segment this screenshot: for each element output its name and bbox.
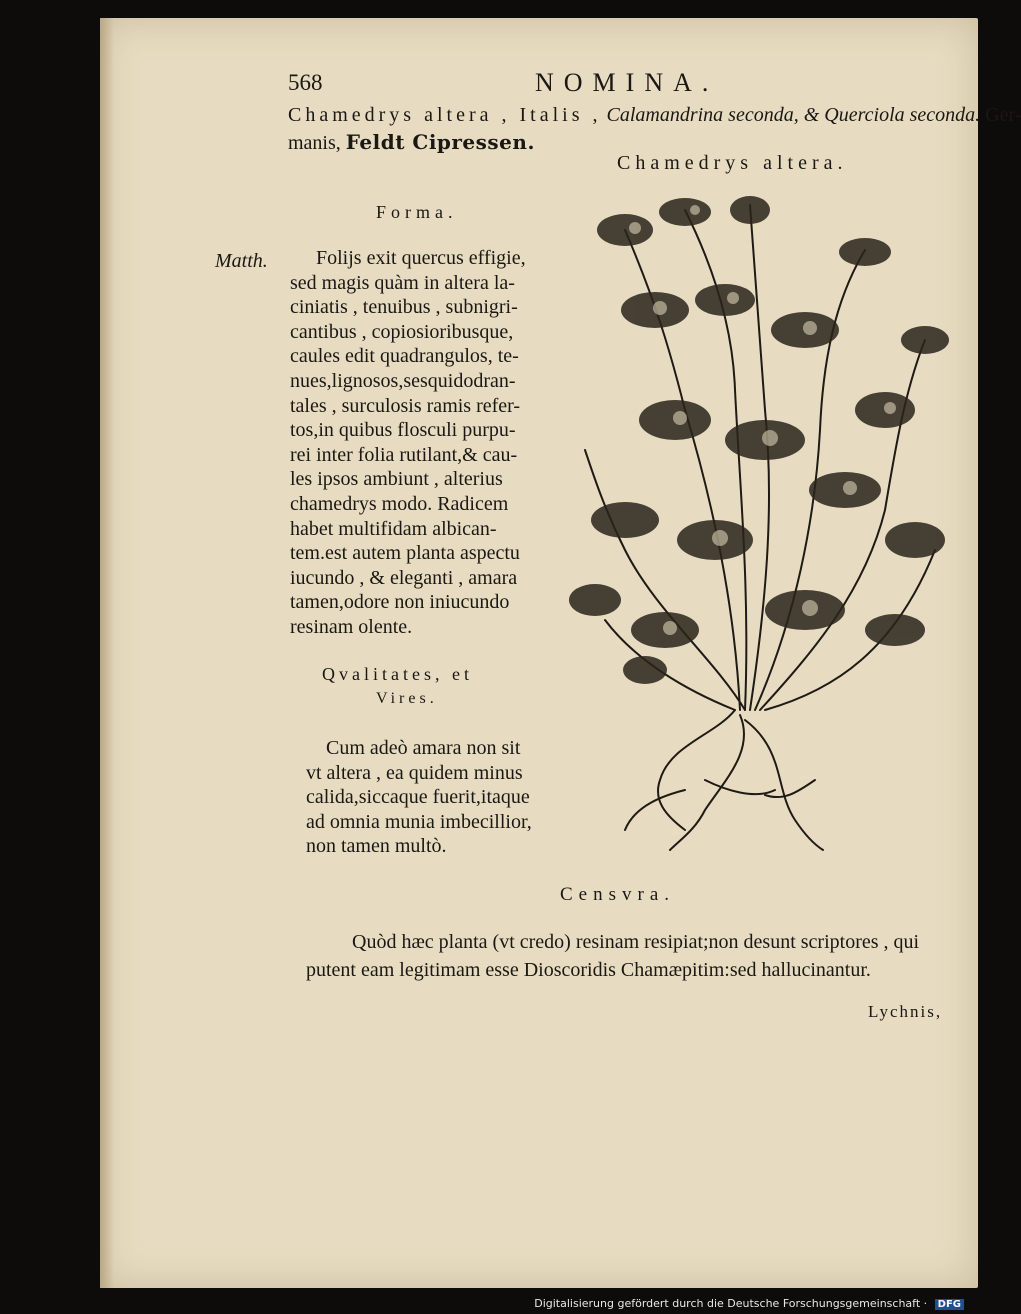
leaf-cluster — [591, 502, 659, 538]
forma-text — [290, 246, 560, 640]
root-line — [670, 715, 744, 850]
catchword: Lychnis, — [868, 1002, 943, 1021]
text-line: Folijs exit quercus effigie, — [316, 247, 526, 269]
forma-heading: Forma. — [376, 202, 458, 222]
text-line: Quòd hæc planta (vt credo) resinam resipiat;non desunt scriptores , qui — [352, 931, 920, 953]
page-number: 568 — [288, 70, 323, 95]
woodcut-plant-illustration — [565, 190, 965, 860]
intro-hyphen-word: Ger- — [985, 104, 1021, 126]
qualitates-text — [306, 736, 566, 859]
text-line: calida,siccaque fuerit,itaque — [306, 786, 530, 809]
intro-line-2 — [288, 130, 535, 155]
root-line — [765, 780, 815, 797]
text-line: caules edit quadrangulos, te- — [290, 345, 519, 368]
leaf-cluster — [569, 584, 621, 616]
text-line: ciniatis , tenuibus , subnigri- — [290, 296, 518, 319]
text-line: putent eam legitimam esse Dioscoridis Chamæpitim:sed hallucinantur. — [306, 959, 871, 981]
text-line: vt altera , ea quidem minus — [306, 761, 523, 784]
leaf-cluster — [865, 614, 925, 646]
text-line: resinam olente. — [290, 615, 413, 638]
qualitates-heading: Qvalitates, et — [322, 664, 473, 684]
leaf-cluster — [730, 196, 770, 224]
text-line: les ipsos ambiunt , alterius — [290, 468, 503, 491]
leaf-cluster — [885, 522, 945, 558]
text-line: non tamen multò. — [306, 835, 447, 858]
margin-note: Matth. — [215, 250, 268, 272]
text-line: rei inter folia rutilant,& cau- — [290, 443, 518, 466]
censura-heading: Censvra. — [560, 884, 676, 905]
footer-text: Digitalisierung gefördert durch die Deutsche Forschungsgemeinschaft · — [534, 1297, 928, 1310]
leaf-cluster — [839, 238, 891, 266]
text-line: tem.est autem planta aspectu — [290, 542, 520, 565]
text-line: chamedrys modo. Radicem — [290, 492, 509, 515]
dfg-logo-icon: DFG — [935, 1299, 964, 1310]
censura-text — [306, 928, 966, 984]
text-line: tales , surculosis ramis refer- — [290, 394, 521, 417]
intro-german-name: Feldt Cipressen. — [345, 130, 535, 154]
intro-germanis: manis, — [288, 132, 341, 154]
leaf-cluster — [597, 214, 653, 246]
leaf-cluster — [623, 656, 667, 684]
intro-italian-name-2: Querciola seconda. — [824, 104, 981, 126]
root-line — [705, 780, 775, 794]
text-line: sed magis quàm in altera la- — [290, 271, 515, 294]
intro-italian-name: Calamandrina seconda, — [606, 104, 799, 126]
digitization-footer — [534, 1297, 964, 1310]
text-line: iucundo , & eleganti , amara — [290, 566, 518, 589]
qualitates-heading-2: Vires. — [376, 690, 438, 707]
text-line: cantibus , copiosioribusque, — [290, 320, 514, 343]
leaf-cluster — [695, 284, 755, 316]
text-line: tos,in quibus flosculi purpu- — [290, 419, 516, 442]
intro-ampersand: & — [803, 104, 820, 126]
intro-name: Chamedrys altera , Italis , — [288, 104, 602, 126]
text-line: tamen,odore non iniucundo — [290, 591, 510, 614]
root-line — [658, 710, 735, 830]
text-line: Cum adeò amara non sit — [326, 737, 521, 759]
text-line: habet multifidam albican- — [290, 517, 497, 540]
text-line: nues,lignosos,sesquidodran- — [290, 369, 516, 392]
leaf-cluster — [901, 326, 949, 354]
root-line — [745, 720, 823, 850]
intro-line-1 — [288, 104, 1021, 127]
leaf-cluster — [659, 198, 711, 226]
text-line: ad omnia munia imbecillior, — [306, 810, 532, 833]
running-head: NOMINA. — [535, 68, 719, 97]
plant-title: Chamedrys altera. — [617, 152, 848, 174]
